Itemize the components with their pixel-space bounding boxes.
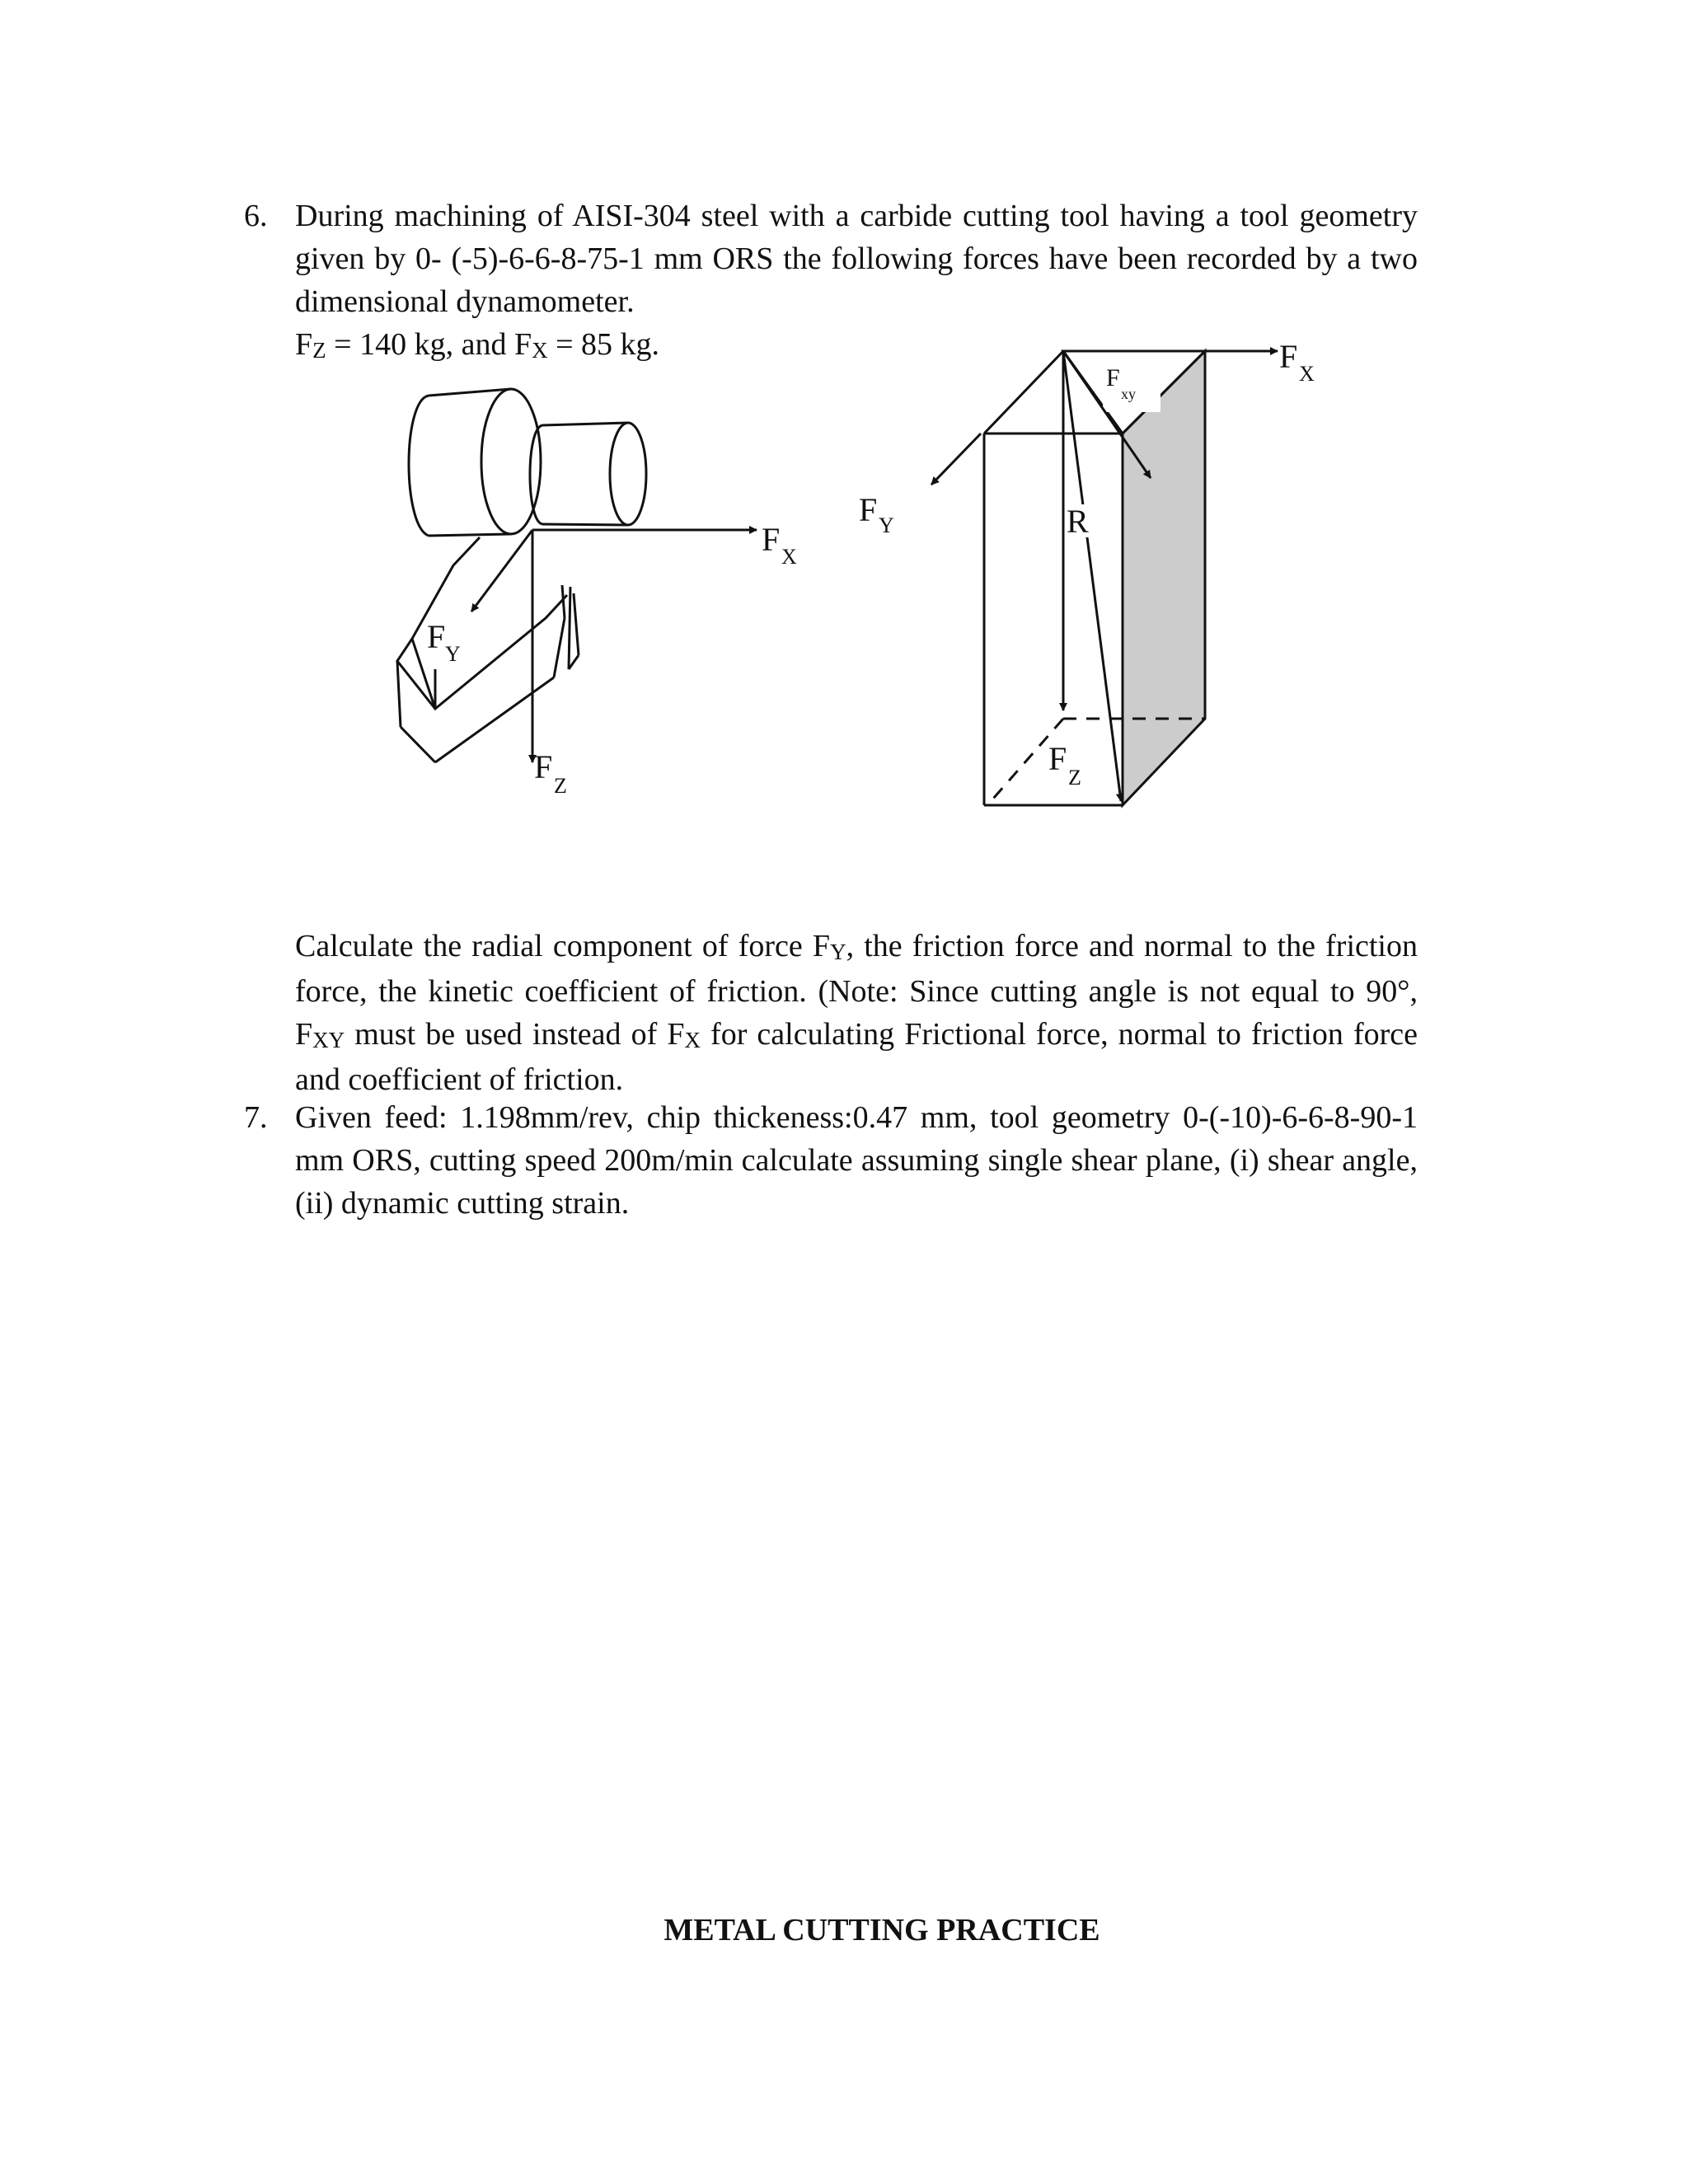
question-7-number: 7. (244, 1100, 268, 1135)
left-fz-label: F (534, 748, 553, 785)
right-fy-sub: Y (879, 513, 894, 537)
workpiece-large-cylinder (409, 389, 541, 536)
force-resultant-prism-diagram (849, 330, 1376, 841)
right-fz-sub: Z (1068, 766, 1081, 790)
right-fx-sub: X (1299, 362, 1315, 386)
right-fy-arrow (931, 434, 981, 485)
left-fy-sub: Y (445, 642, 461, 666)
recorded-forces: FZ = 140 kg, and FX = 85 kg. (295, 327, 660, 363)
page-footer-title: METAL CUTTING PRACTICE (663, 1913, 1100, 1947)
prism-shaded-face (1123, 351, 1205, 805)
workpiece-small-cylinder (530, 423, 646, 525)
question-7 (244, 1096, 1418, 1225)
left-fx-sub: X (781, 545, 797, 569)
left-fx-label: F (762, 521, 781, 558)
question-7-text: Given feed: 1.198mm/rev, chip thickeness:0.47 mm, tool geometry 0-(-10)-6-6-8-90-1 mm ORS, cutting speed 200m/min calculate assuming single shear plane, (i) shear angle, (ii) dynamic cutting strain. (295, 1100, 1418, 1221)
question-6-text: During machining of AISI-304 steel with a carbide cutting tool having a tool geometry given by 0- (-5)-6-6-8-75-1 mm ORS the following forces have been recorded by a two dimensional dynamometer. (295, 199, 1418, 319)
left-fz-sub: Z (554, 774, 567, 798)
right-fxy-sub: xy (1121, 386, 1136, 402)
turning-force-diagram (363, 371, 824, 816)
right-fxy-label: F (1106, 364, 1120, 391)
question-6-task: Calculate the radial component of force FY, the friction force and normal to the friction force, the kinetic coefficient of friction. (Note: Since cutting angle is not equal to 90°, FXY must be used instead of FX for calculating Frictional force, normal to friction force and coefficient of friction. (295, 929, 1418, 1097)
right-fx-label: F (1279, 338, 1298, 375)
right-r-label: R (1067, 503, 1089, 540)
cutting-tool (397, 537, 579, 762)
right-fy-label: F (859, 491, 878, 528)
right-fz-label: F (1048, 740, 1067, 777)
question-6-number: 6. (244, 199, 268, 233)
left-fy-label: F (427, 618, 446, 655)
left-fy-arrow (471, 530, 532, 612)
